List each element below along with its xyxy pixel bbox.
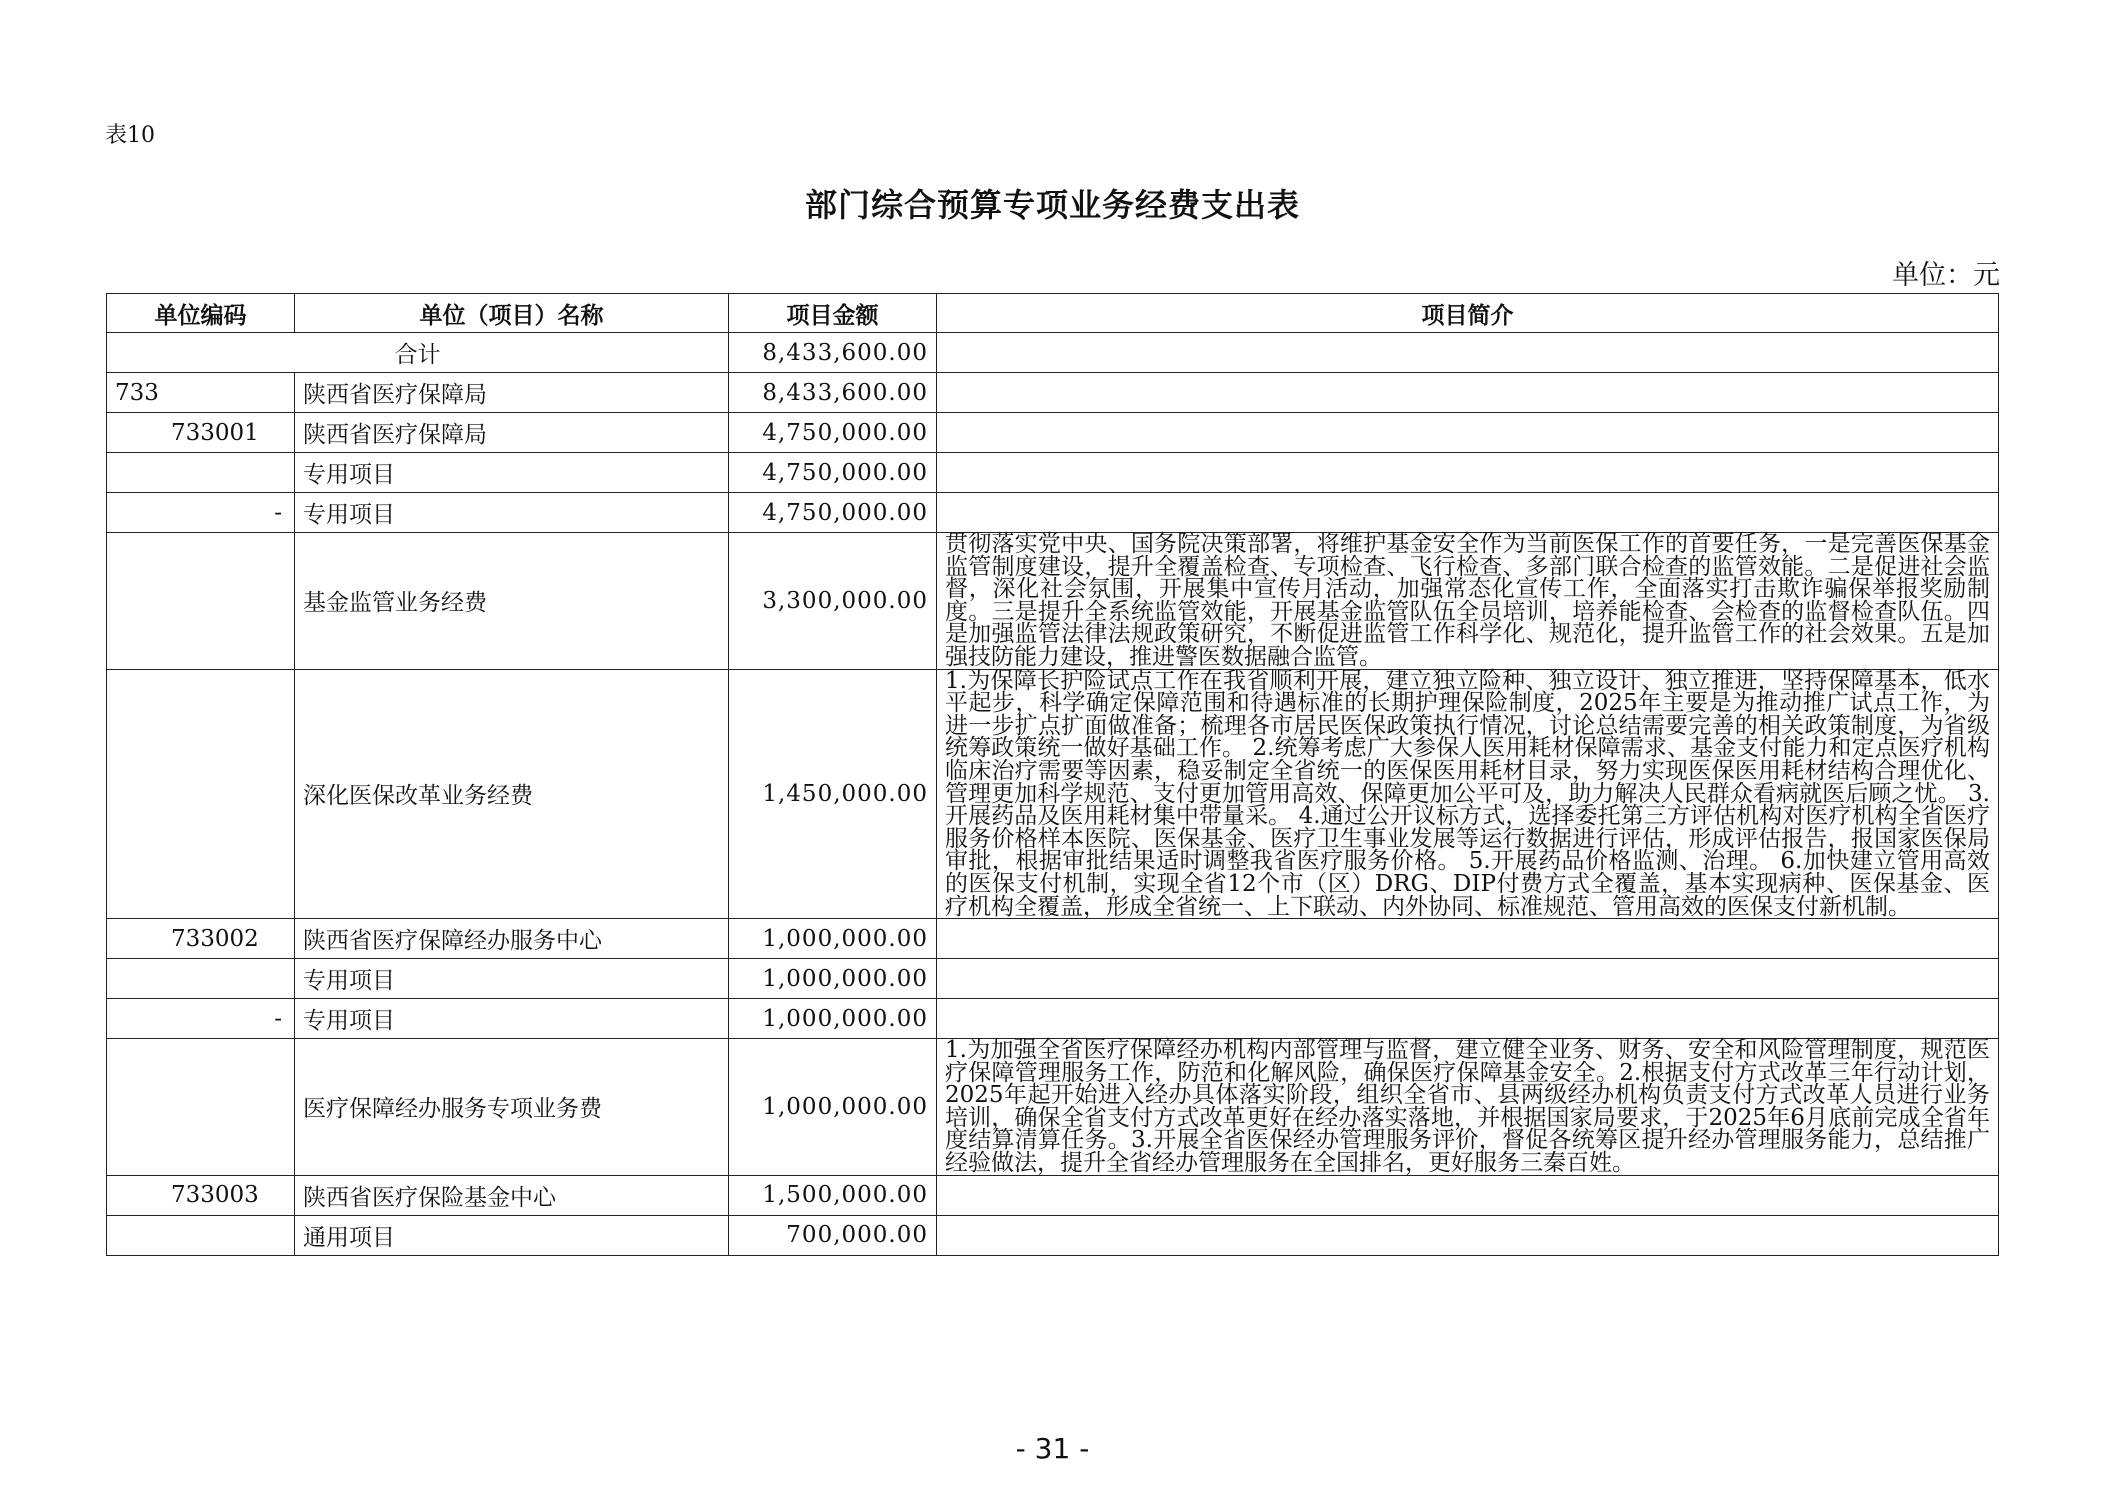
table-header-row <box>107 294 1999 333</box>
document-title: 部门综合预算专项业务经费支出表 <box>804 186 1300 224</box>
column-header-name: 单位（项目）名称 <box>295 294 729 333</box>
row-code: 733 <box>107 373 295 413</box>
row-name: 专用项目 <box>295 453 729 493</box>
row-amount: 4,750,000.00 <box>729 453 937 493</box>
row-code <box>107 533 295 670</box>
row-name: 陕西省医疗保障经办服务中心 <box>295 919 729 959</box>
row-description <box>937 413 1999 453</box>
row-amount: 4,750,000.00 <box>729 493 937 533</box>
row-code: - <box>107 999 295 1039</box>
row-description <box>937 453 1999 493</box>
row-code: 733001 <box>107 413 295 453</box>
row-code <box>107 669 295 919</box>
total-label: 合计 <box>107 333 729 373</box>
row-code: - <box>107 493 295 533</box>
column-header-amount: 项目金额 <box>729 294 937 333</box>
row-code: 733003 <box>107 1175 295 1215</box>
table-row <box>107 1039 1999 1176</box>
row-name: 陕西省医疗保障局 <box>295 413 729 453</box>
row-name: 基金监管业务经费 <box>295 533 729 670</box>
row-description <box>937 1215 1999 1255</box>
row-amount: 3,300,000.00 <box>729 533 937 670</box>
table-row <box>107 413 1999 453</box>
row-description <box>937 959 1999 999</box>
row-name: 专用项目 <box>295 959 729 999</box>
table-row <box>107 1175 1999 1215</box>
row-amount: 1,000,000.00 <box>729 919 937 959</box>
table-row-total <box>107 333 1999 373</box>
row-amount: 700,000.00 <box>729 1215 937 1255</box>
row-amount: 8,433,600.00 <box>729 333 937 373</box>
table-row <box>107 493 1999 533</box>
budget-table <box>106 293 1999 1256</box>
row-name: 深化医保改革业务经费 <box>295 669 729 919</box>
table-row <box>107 959 1999 999</box>
row-amount: 1,000,000.00 <box>729 999 937 1039</box>
row-description: 贯彻落实党中央、国务院决策部署，将维护基金安全作为当前医保工作的首要任务，一是完善医保基金监管制度建设，提升全覆盖检查、专项检查、飞行检查、多部门联合检查的监管效能。二是促进社会监督，深化社会氛围，开展集中宣传月活动，加强常态化宣传工作，全面落实打击欺诈骗保举报奖励制度。三是提升全系统监管效能，开展基金监管队伍全员培训，培养能检查、会检查的监督检查队伍。四是加强监管法律法规政策研究，不断促进监管工作科学化、规范化，提升监管工作的社会效果。五是加强技防能力建设，推进警医数据融合监管。 <box>937 533 1999 670</box>
table-number-label: 表10 <box>105 123 155 148</box>
row-description: 1.为加强全省医疗保障经办机构内部管理与监督，建立健全业务、财务、安全和风险管理制度，规范医疗保障管理服务工作，防范和化解风险，确保医疗保障基金安全。2.根据支付方式改革三年行动计划，2025年起开始进入经办具体落实阶段，组织全省市、县两级经办机构负责支付方式改革人员进行业务培训，确保全省支付方式改革更好在经办落实落地，并根据国家局要求，于2025年6月底前完成全省年度结算清算任务。3.开展全省医保经办管理服务评价，督促各统筹区提升经办管理服务能力，总结推广经验做法，提升全省经办管理服务在全国排名，更好服务三秦百姓。 <box>937 1039 1999 1176</box>
row-description <box>937 919 1999 959</box>
table-row <box>107 453 1999 493</box>
row-amount: 1,450,000.00 <box>729 669 937 919</box>
row-name: 医疗保障经办服务专项业务费 <box>295 1039 729 1176</box>
table-row <box>107 1215 1999 1255</box>
row-name: 专用项目 <box>295 999 729 1039</box>
row-description: 1.为保障长护险试点工作在我省顺利开展，建立独立险种、独立设计、独立推进，坚持保障基本，低水平起步，科学确定保障范围和待遇标准的长期护理保险制度，2025年主要是为推动推广试点工作，为进一步扩点扩面做准备；梳理各市居民医保政策执行情况，讨论总结需要完善的相关政策制度，为省级统筹政策统一做好基础工作。 2.统筹考虑广大参保人医用耗材保障需求、基金支付能力和定点医疗机构临床治疗需要等因素，稳妥制定全省统一的医保医用耗材目录，努力实现医保医用耗材结构合理优化、管理更加科学规范、支付更加管用高效、保障更加公平可及，助力解决人民群众看病就医后顾之忧。 3.开展药品及医用耗材集中带量采。 4.通过公开议标方式，选择委托第三方评估机构对医疗机构全省医疗服务价格样本医院、医保基金、医疗卫生事业发展等运行数据进行评估，形成评估报告，报国家医保局审批，根据审批结果适时调整我省医疗服务价格。 5.开展药品价格监测、治理。 6.加快建立管用高效的医保支付机制，实现全省12个市（区）DRG、DIP付费方式全覆盖，基本实现病种、医保基金、医疗机构全覆盖，形成全省统一、上下联动、内外协同、标准规范、管用高效的医保支付新机制。 <box>937 669 1999 919</box>
row-name: 专用项目 <box>295 493 729 533</box>
table-row <box>107 669 1999 919</box>
row-description <box>937 493 1999 533</box>
row-description <box>937 999 1999 1039</box>
row-amount: 4,750,000.00 <box>729 413 937 453</box>
column-header-description: 项目简介 <box>937 294 1999 333</box>
row-description <box>937 373 1999 413</box>
table-row <box>107 533 1999 670</box>
row-code <box>107 453 295 493</box>
row-name: 陕西省医疗保险基金中心 <box>295 1175 729 1215</box>
row-description <box>937 333 1999 373</box>
row-amount: 1,000,000.00 <box>729 959 937 999</box>
row-description <box>937 1175 1999 1215</box>
row-amount: 1,000,000.00 <box>729 1039 937 1176</box>
row-name: 通用项目 <box>295 1215 729 1255</box>
row-code <box>107 1039 295 1176</box>
row-name: 陕西省医疗保障局 <box>295 373 729 413</box>
row-code <box>107 1215 295 1255</box>
row-amount: 8,433,600.00 <box>729 373 937 413</box>
row-code: 733002 <box>107 919 295 959</box>
row-amount: 1,500,000.00 <box>729 1175 937 1215</box>
table-row <box>107 999 1999 1039</box>
table-row <box>107 373 1999 413</box>
unit-label: 单位：元 <box>1892 260 2000 291</box>
column-header-code: 单位编码 <box>107 294 295 333</box>
row-code <box>107 959 295 999</box>
table-row <box>107 919 1999 959</box>
page-number: - 31 - <box>1015 1432 1090 1465</box>
